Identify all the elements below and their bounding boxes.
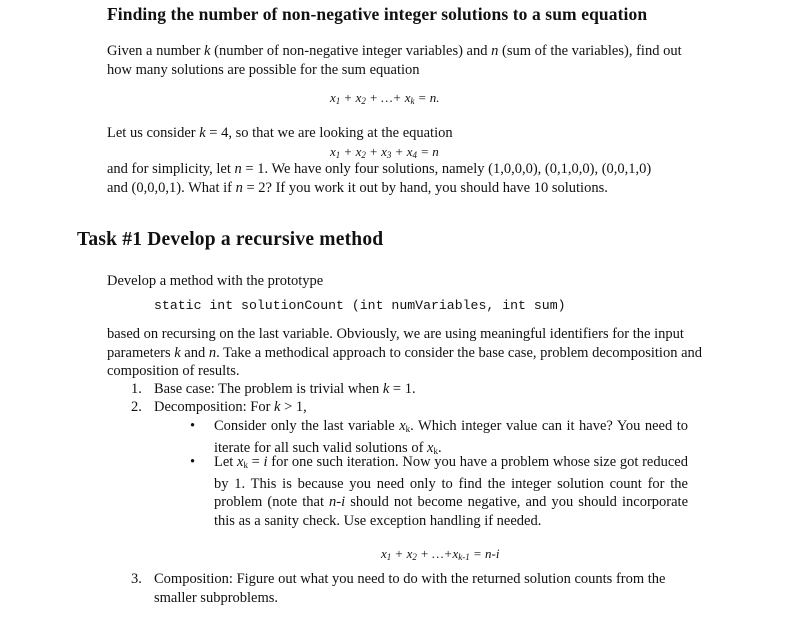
bullet-text: Let $x_k = i$ for one such iteration. Now you have a problem whose size got reduced by 1. This is because you need only to find the integer solution count for the problem (note that n-i should not become negative, and you should incorporate this as a sanity check. Use exception handling if needed.: [214, 454, 688, 529]
step-text: Base case: The problem is trivial when k = 1.: [154, 381, 416, 397]
step-text: Composition: Figure out what you need to do with the returned solution counts from the smaller subproblems.: [154, 571, 666, 606]
sum-equation-general: $x_1 + x_2$ + …+ $x_k = n$.: [330, 90, 440, 106]
page-title: Finding the number of non-negative integer solutions to a sum equation: [107, 4, 648, 24]
step-number: 2.: [131, 399, 142, 415]
bullet-icon: •: [190, 454, 196, 470]
step-number: 1.: [131, 381, 142, 397]
step-text: Decomposition: For k > 1,: [154, 399, 307, 415]
task-paragraph-2: based on recursing on the last variable. Obviously, we are using meaningful identifiers for the input parameters k and n. Take a methodical approach to consider the base case, problem decomposition and composition of results.: [107, 326, 703, 379]
bullet-icon: •: [190, 418, 196, 434]
sum-equation-k4: $x_1 + x_2 + x_3 + x_4 = n$: [330, 144, 439, 160]
step-number: 3.: [131, 571, 142, 587]
intro-paragraph-1: Given a number k (number of non-negative integer variables) and n (sum of the variables), find out how many solutions are possible for the sum equation: [107, 43, 682, 78]
intro-paragraph-2: Let us consider k = 4, so that we are looking at the equation: [107, 125, 453, 141]
task-title: Task #1 Develop a recursive method: [77, 229, 384, 250]
task-paragraph-1: Develop a method with the prototype: [107, 273, 324, 289]
sum-equation-reduced: $x_1 + x_2$ + $\dots+x_{k-1} = n-i$: [381, 546, 500, 562]
method-prototype: static int solutionCount (int numVariables, int sum): [154, 298, 566, 313]
bullet-text: Consider only the last variable $x_k$. Which integer value can it have? You need to iterate for all such valid solutions of $x_k$.: [214, 418, 688, 456]
intro-paragraph-3: and for simplicity, let n = 1. We have only four solutions, namely (1,0,0,0), (0,1,0,0), (0,0,1,0) and (0,0,0,1). What if n = 2? If you work it out by hand, you should have 10 solutions.: [107, 161, 652, 196]
